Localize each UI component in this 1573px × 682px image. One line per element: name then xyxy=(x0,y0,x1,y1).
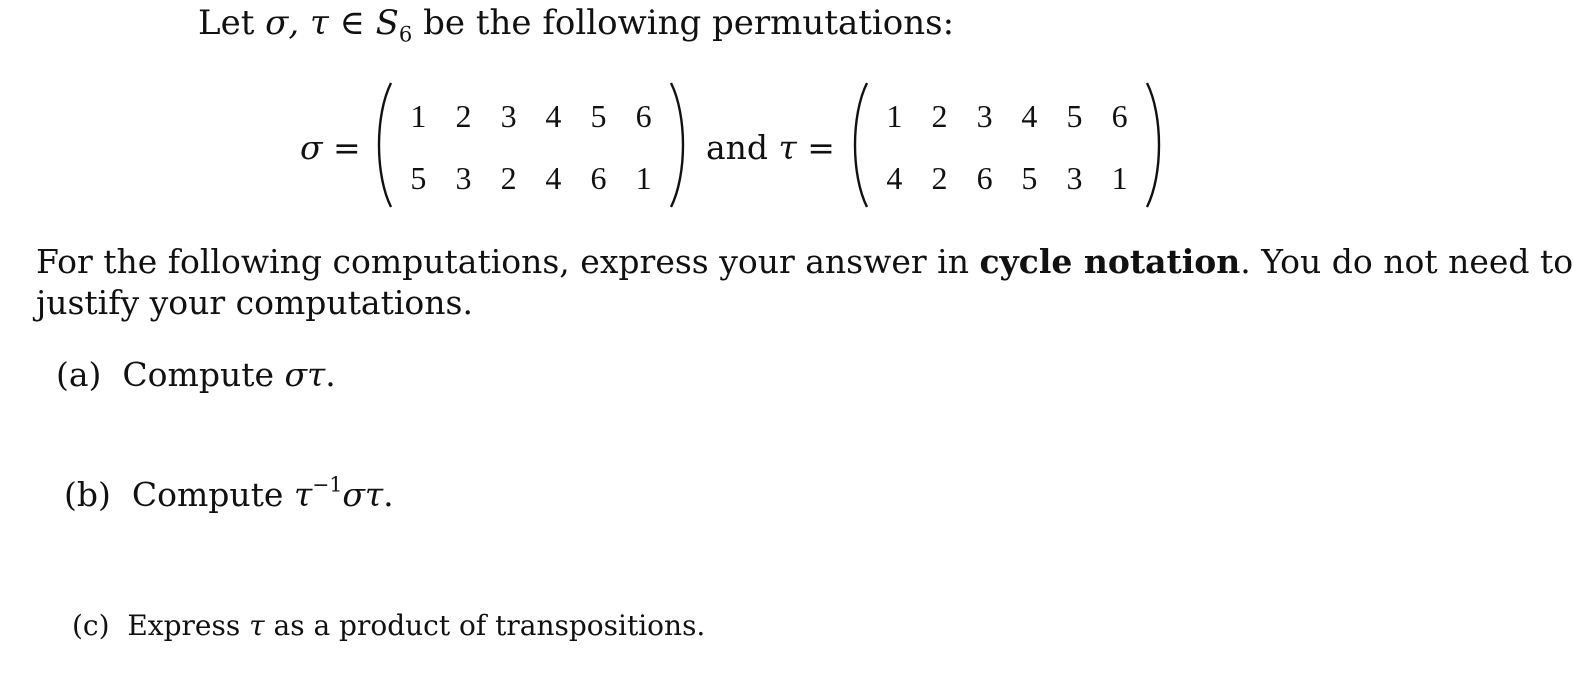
matrix-cell: 3 xyxy=(1066,160,1083,196)
sigma-equals: = xyxy=(322,128,361,167)
question-a-end: . xyxy=(325,355,336,394)
matrix-cell: 4 xyxy=(1021,98,1038,134)
matrix-cell: 6 xyxy=(976,160,993,196)
intro-prefix: Let xyxy=(198,3,266,43)
sigma-cells xyxy=(396,80,666,210)
question-c-text-end: as a product of transpositions. xyxy=(264,609,706,642)
intro-group-index: 6 xyxy=(398,21,413,47)
instructions-line-2: justify your computations. xyxy=(36,283,473,322)
matrix-cell: 4 xyxy=(886,160,903,196)
intro-variables: σ, τ xyxy=(265,3,329,43)
question-c-text: Express xyxy=(127,609,250,642)
matrix-cell: 5 xyxy=(1021,160,1038,196)
and-word: and xyxy=(706,128,779,167)
sigma-symbol: σ xyxy=(300,128,323,167)
tau-cells xyxy=(872,80,1142,210)
matrix-cell: 1 xyxy=(886,98,903,134)
matrix-cell: 3 xyxy=(976,98,993,134)
question-b-math-exponent: −1 xyxy=(312,472,343,497)
question-b-math-rest: στ xyxy=(342,475,384,514)
question-b-text: Compute xyxy=(131,475,294,514)
matrix-cell: 2 xyxy=(931,98,948,134)
matrix-cell: 1 xyxy=(635,160,652,196)
matrix-cell: 5 xyxy=(1066,98,1083,134)
question-b xyxy=(64,472,394,514)
instructions-text: For the following computations, express your answer in xyxy=(36,242,980,281)
matrix-cell: 2 xyxy=(500,160,517,196)
sigma-matrix xyxy=(372,80,690,210)
question-b-math-base: τ xyxy=(293,475,313,514)
intro-group-symbol: S xyxy=(375,3,399,43)
question-a-text: Compute xyxy=(122,355,285,394)
question-c-math: τ xyxy=(249,609,265,642)
question-a xyxy=(56,355,336,394)
question-c-label: (c) xyxy=(72,609,110,642)
tau-symbol: τ xyxy=(778,128,797,167)
question-b-label: (b) xyxy=(64,475,111,514)
question-a-math: στ xyxy=(284,355,326,394)
intro-statement xyxy=(198,3,955,47)
tau-matrix xyxy=(848,80,1166,210)
matrix-cell: 2 xyxy=(931,160,948,196)
instructions-line-1 xyxy=(36,242,1573,281)
question-b-end: . xyxy=(383,475,394,514)
matrix-cell: 4 xyxy=(545,98,562,134)
matrix-cell: 5 xyxy=(410,160,427,196)
tau-lhs xyxy=(706,128,835,167)
question-a-label: (a) xyxy=(56,355,102,394)
instructions-bold-term: cycle notation xyxy=(979,242,1241,281)
matrix-cell: 3 xyxy=(500,98,517,134)
permutation-display xyxy=(0,80,1446,210)
intro-member-symbol: ∈ xyxy=(328,3,376,43)
tau-equals: = xyxy=(796,128,835,167)
right-paren-icon xyxy=(668,80,690,210)
matrix-cell: 6 xyxy=(1111,98,1128,134)
matrix-cell: 1 xyxy=(410,98,427,134)
matrix-cell: 3 xyxy=(455,160,472,196)
matrix-cell: 6 xyxy=(590,160,607,196)
matrix-cell: 4 xyxy=(545,160,562,196)
matrix-cell: 1 xyxy=(1111,160,1128,196)
instructions-text-end: . You do not need to xyxy=(1240,242,1573,281)
matrix-cell: 5 xyxy=(590,98,607,134)
sigma-lhs xyxy=(300,128,361,167)
right-paren-icon xyxy=(1144,80,1166,210)
left-paren-icon xyxy=(372,80,394,210)
matrix-cell: 2 xyxy=(455,98,472,134)
matrix-cell: 6 xyxy=(635,98,652,134)
left-paren-icon xyxy=(848,80,870,210)
question-c xyxy=(72,609,706,642)
intro-suffix: be the following permutations: xyxy=(412,3,955,43)
